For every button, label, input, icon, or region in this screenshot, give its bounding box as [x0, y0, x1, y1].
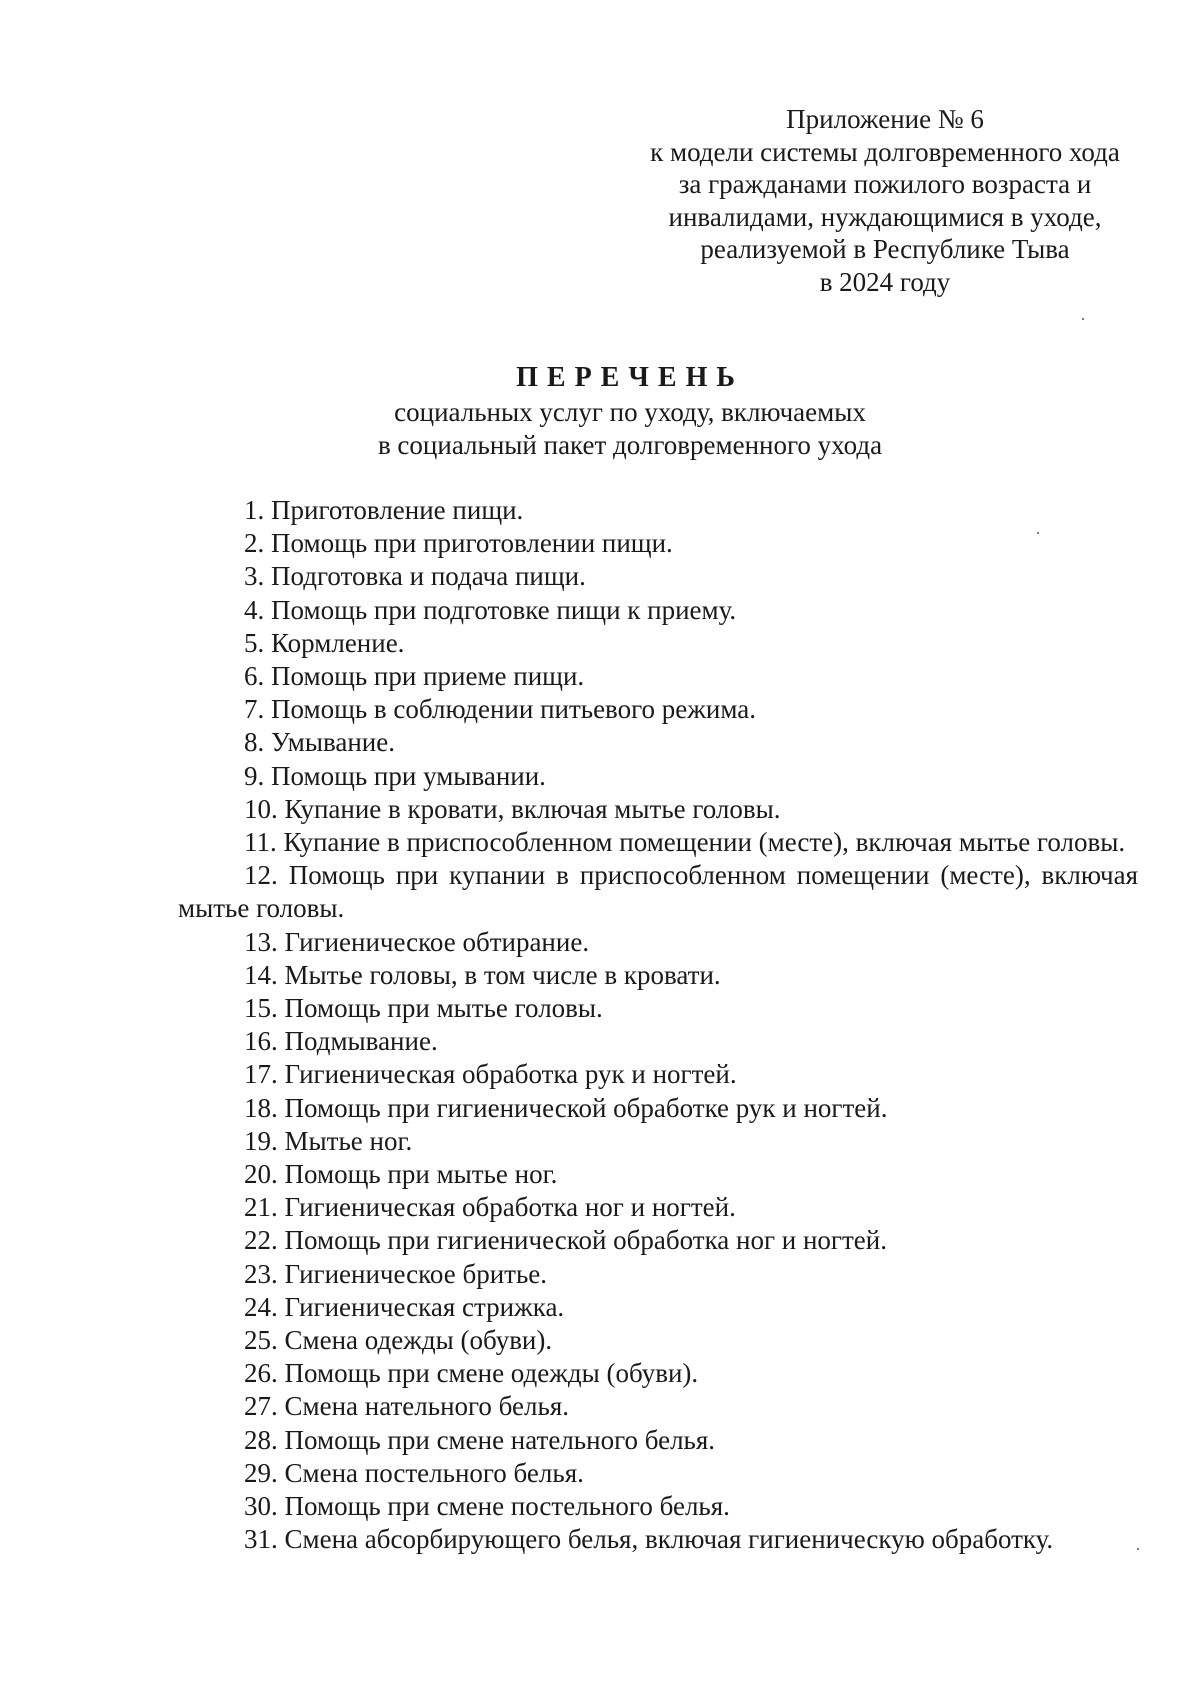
- list-item: 9. Помощь при умывании.: [244, 760, 546, 791]
- document-subtitle: в социальный пакет долговременного ухода: [377, 430, 883, 460]
- list-item: 25. Смена одежды (обуви).: [244, 1325, 553, 1356]
- list-item: 27. Смена нательного белья.: [244, 1391, 569, 1422]
- list-item: 31. Смена абсорбирующего белья, включая гигиеническую обработку.: [244, 1524, 1054, 1555]
- document-subtitle: социальных услуг по уходу, включаемых: [394, 397, 866, 427]
- list-item: 23. Гигиеническое бритье.: [244, 1258, 547, 1289]
- title-block: [0, 360, 1200, 462]
- scan-speck: [1037, 532, 1039, 534]
- scan-speck: [1082, 318, 1084, 320]
- list-item: 26. Помощь при смене одежды (обуви).: [244, 1358, 699, 1389]
- document-title: ПЕРЕЧЕНЬ: [516, 362, 744, 393]
- list-item: 30. Помощь при смене постельного белья.: [244, 1491, 730, 1522]
- list-item: 2. Помощь при приготовлении пищи.: [244, 528, 673, 559]
- list-item: 18. Помощь при гигиенической обработке рук и ногтей.: [244, 1092, 888, 1123]
- list-item: 14. Мытье головы, в том числе в кровати.: [244, 959, 721, 990]
- list-item: 12. Помощь при купании в приспособленном помещении (месте), включая мытье головы.: [178, 860, 1138, 924]
- appendix-line: за гражданами пожилого возраста и: [678, 169, 1092, 199]
- appendix-line: к модели системы долговременного хода: [650, 136, 1120, 167]
- list-item: 6. Помощь при приеме пищи.: [244, 661, 585, 692]
- list-item: 15. Помощь при мытье головы.: [244, 993, 603, 1024]
- appendix-line: в 2024 году: [819, 266, 951, 297]
- list-item: 11. Купание в приспособленном помещении (месте), включая мытье головы.: [244, 827, 1126, 858]
- list-item: 21. Гигиеническая обработка ног и ногтей.: [244, 1192, 736, 1223]
- list-item: 8. Умывание.: [244, 727, 395, 758]
- appendix-line: Приложение № 6: [786, 104, 984, 134]
- list-item: 7. Помощь в соблюдении питьевого режима.: [244, 694, 756, 725]
- list-item: 22. Помощь при гигиенической обработка ног и ногтей.: [244, 1225, 887, 1256]
- list-item: 4. Помощь при подготовке пищи к приему.: [244, 594, 737, 625]
- list-item: 3. Подготовка и подача пищи.: [244, 561, 586, 592]
- list-item: 10. Купание в кровати, включая мытье головы.: [244, 793, 781, 824]
- list-item: 16. Подмывание.: [244, 1026, 438, 1057]
- scan-speck: [1137, 1548, 1139, 1550]
- list-item: 24. Гигиеническая стрижка.: [244, 1291, 565, 1322]
- list-item: 13. Гигиеническое обтирание.: [244, 926, 590, 957]
- services-list: [178, 494, 1138, 1557]
- list-item: 28. Помощь при смене нательного белья.: [244, 1424, 716, 1455]
- list-item: 5. Кормление.: [244, 627, 405, 658]
- list-item: 1. Приготовление пищи.: [244, 495, 524, 525]
- list-item: 20. Помощь при мытье ног.: [244, 1159, 558, 1190]
- list-item: 19. Мытье ног.: [244, 1125, 413, 1156]
- appendix-line: инвалидами, нуждающимися в уходе,: [668, 201, 1102, 232]
- appendix-header: [620, 103, 1150, 298]
- appendix-line: реализуемой в Республике Тыва: [700, 234, 1070, 264]
- list-item: 29. Смена постельного белья.: [244, 1457, 584, 1488]
- list-item: 17. Гигиеническая обработка рук и ногтей.: [244, 1059, 737, 1090]
